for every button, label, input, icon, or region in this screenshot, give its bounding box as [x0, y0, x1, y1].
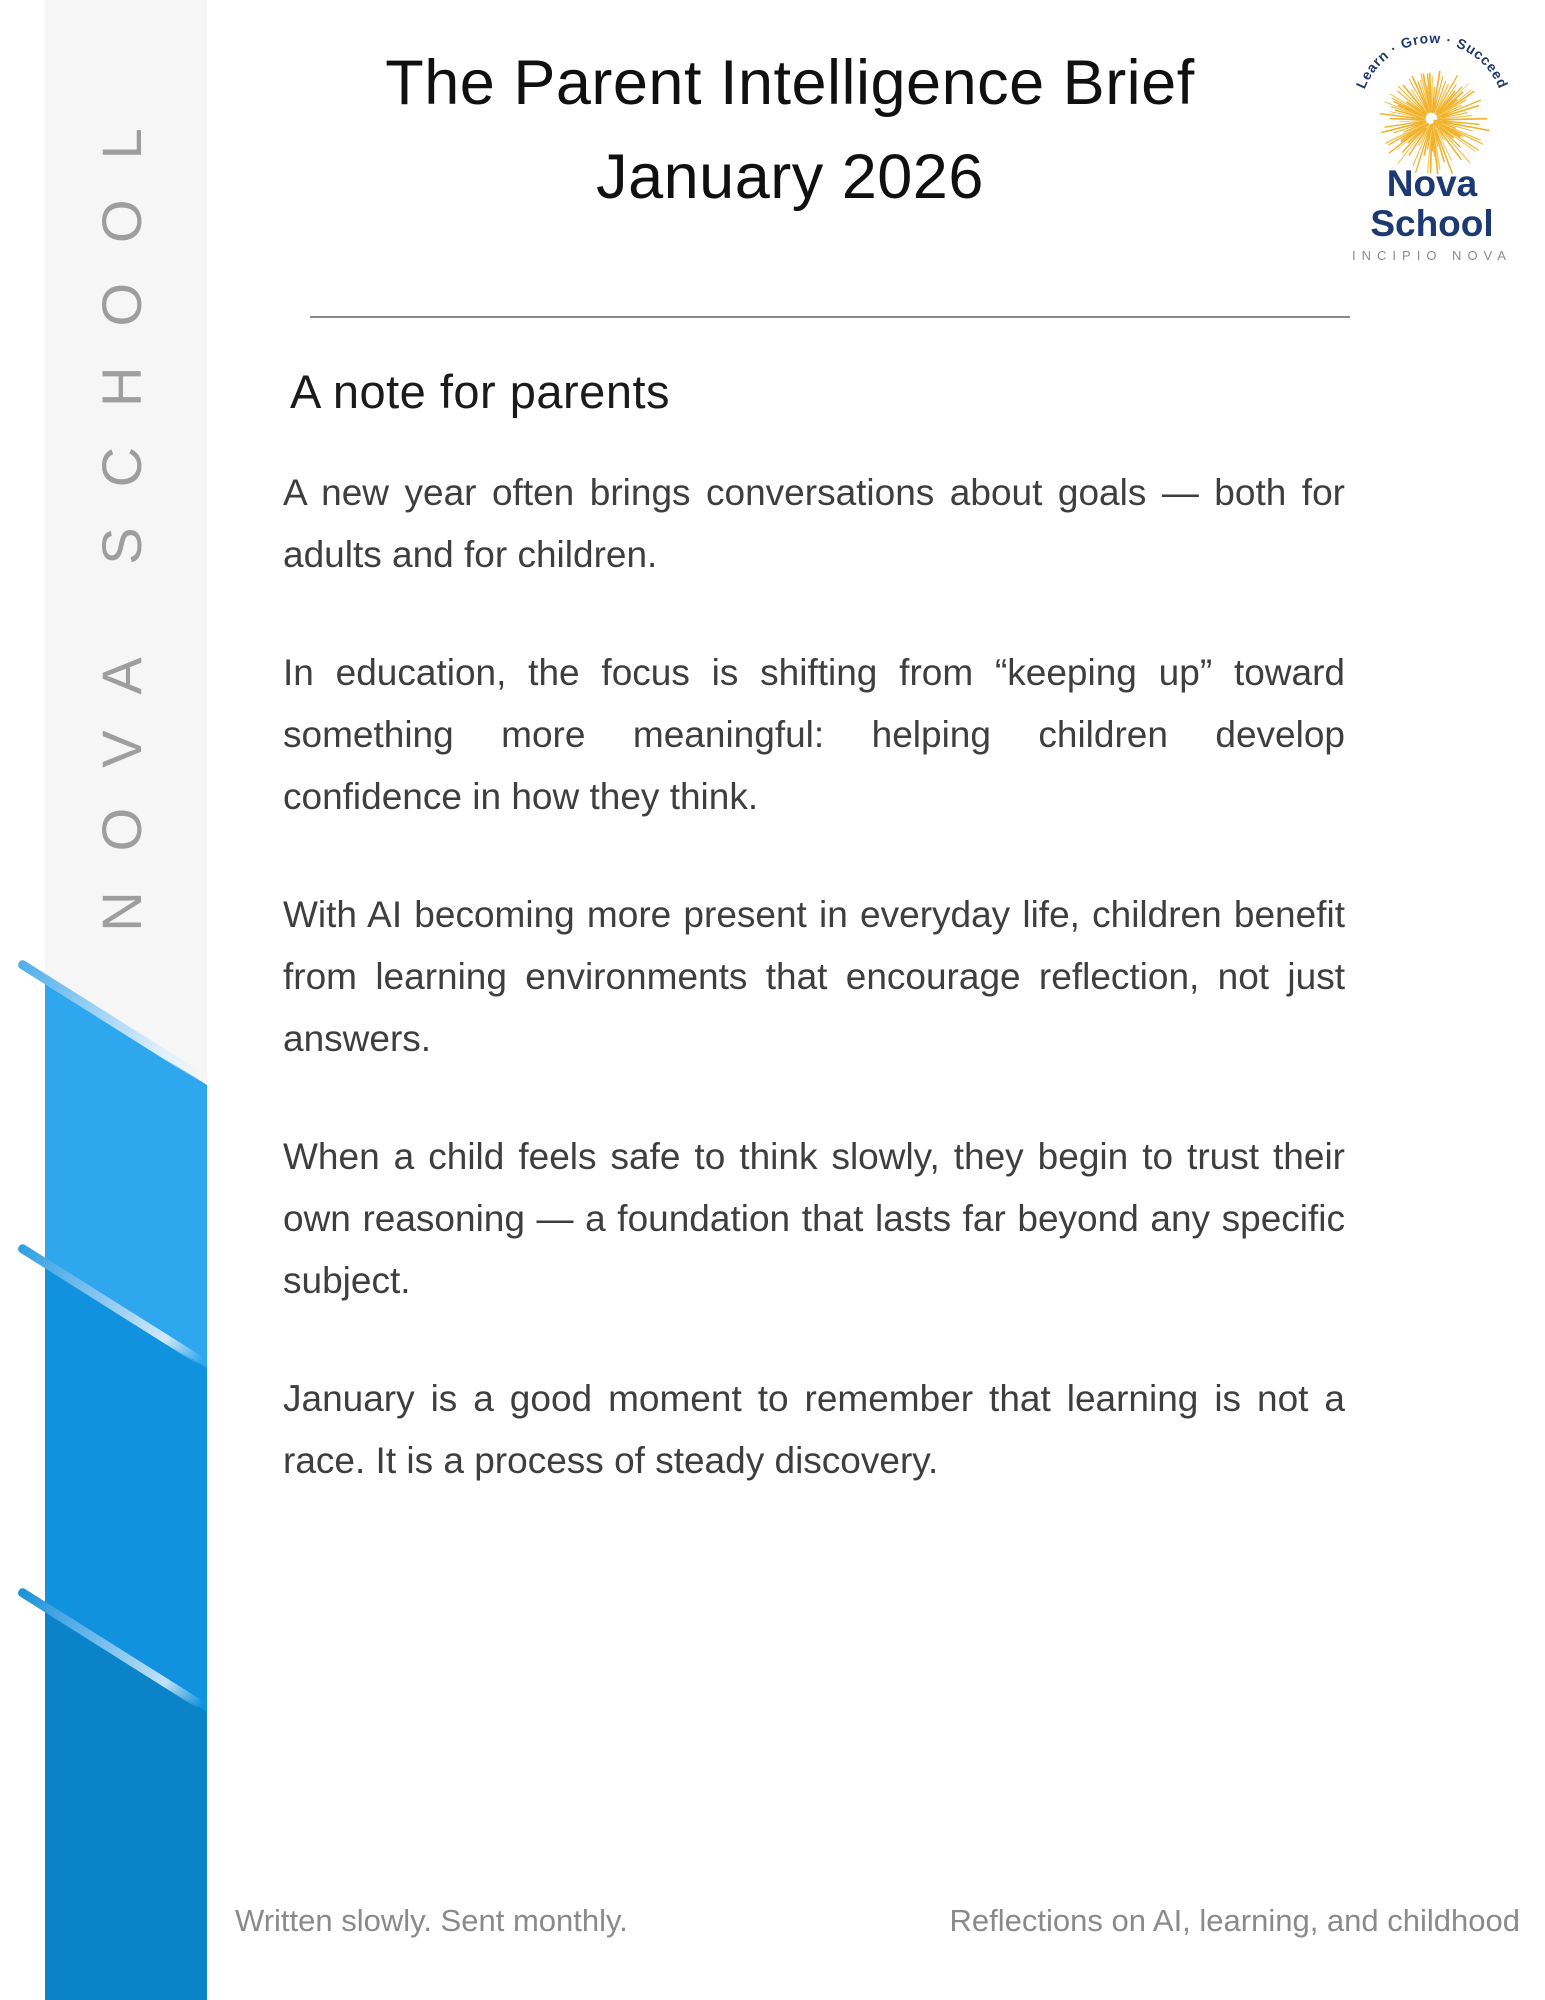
left-sidebar	[45, 0, 207, 2000]
school-logo	[1322, 24, 1542, 263]
note-body	[235, 462, 1345, 1492]
note-paragraph: January is a good moment to remember that learning is not a race. It is a process of steady discovery.	[283, 1378, 1345, 1481]
page-title	[235, 36, 1345, 224]
footer-left-text: Written slowly. Sent monthly.	[235, 1903, 628, 1938]
page-footer	[235, 1903, 1520, 1939]
note-paragraph: When a child feels safe to think slowly, they begin to trust their own reasoning — a foundation that lasts far beyond any specific subject.	[283, 1136, 1345, 1301]
page-title-line1: The Parent Intelligence Brief	[385, 48, 1195, 118]
note-paragraph: A new year often brings conversations about goals — both for adults and for children.	[283, 472, 1345, 575]
logo-school-name: Nova School	[1370, 163, 1494, 244]
page-title-line2: January 2026	[596, 142, 984, 212]
note-paragraph: In education, the focus is shifting from “keeping up” toward something more meaningful: helping children develop confidence in how they think.	[283, 652, 1345, 817]
sunburst-logo-icon	[1322, 24, 1542, 174]
title-divider	[310, 316, 1350, 318]
note-paragraph: With AI becoming more present in everyday life, children benefit from learning environments that encourage reflection, not just answers.	[283, 894, 1345, 1059]
footer-right-text: Reflections on AI, learning, and childhood	[949, 1903, 1520, 1938]
logo-arc-text: Learn · Grow · Succeed	[1352, 29, 1512, 91]
logo-tagline: INCIPIO NOVA	[1352, 248, 1512, 263]
vertical-brand-text: NOVA SCHOOL	[90, 88, 153, 932]
main-content	[235, 0, 1345, 1548]
sunburst-rays	[1381, 72, 1489, 174]
section-heading: A note for parents	[290, 365, 671, 418]
